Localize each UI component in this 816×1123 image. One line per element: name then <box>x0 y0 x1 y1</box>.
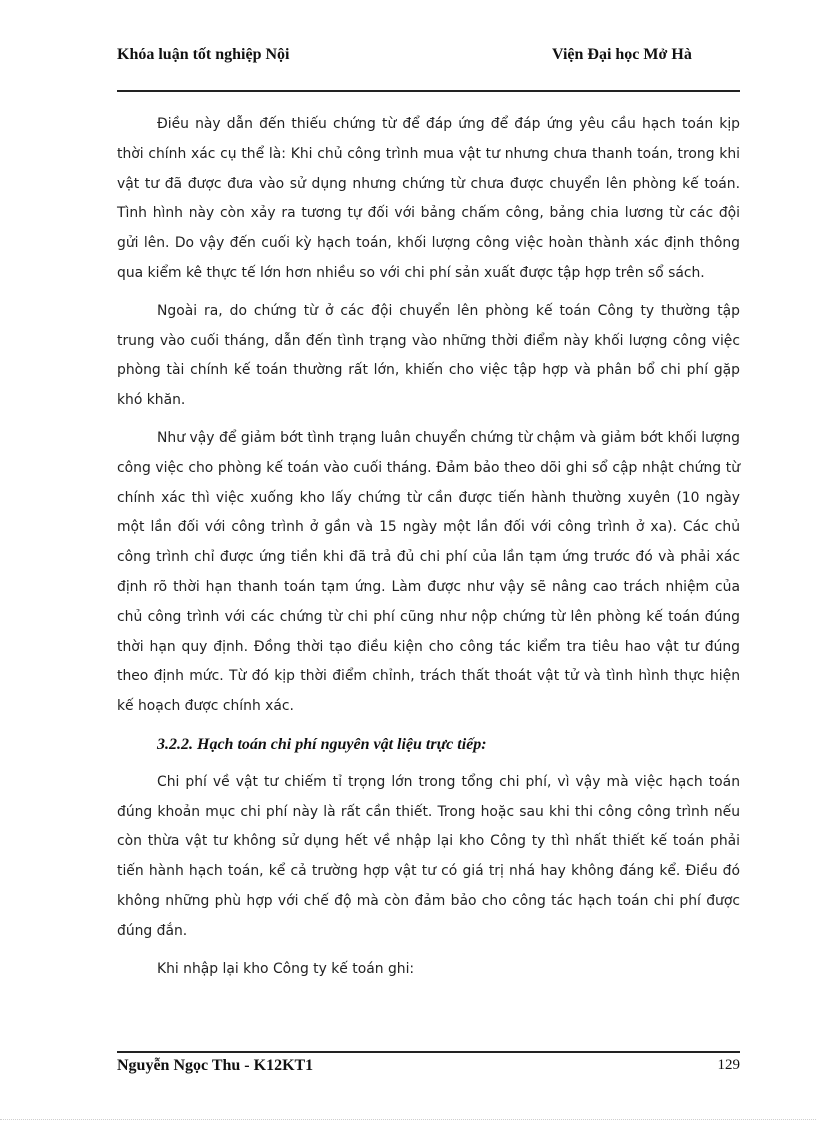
paragraph-4: Chi phí về vật tư chiếm tỉ trọng lớn trong tổng chi phí, vì vậy mà việc hạch toán đúng khoản mục chi phí này là rất cần thiết. Trong hoặc sau khi thi công công trình nếu còn thừa vật tư không sử dụng hết về nhập lại kho Công ty thì nhất thiết kế toán phải tiến hành hạch toán, kể cả trường hợp vật tư có giá trị nhá hay không đáng kể. Điều đó không những phù hợp với chế độ mà còn đảm bảo cho công tác hạch toán chi phí được đúng đắn. <box>117 773 740 939</box>
paragraph-1: Điều này dẫn đến thiếu chứng từ để đáp ứng để đáp ứng yêu cầu hạch toán kịp thời chính xác cụ thể là: Khi chủ công trình mua vật tư nhưng chưa thanh toán, trong khi vật tư đã được đưa vào sử dụng nhưng chứng từ chưa được chuyển lên phòng kế toán. Tình hình này còn xảy ra tương tự đối với bảng chấm công, bảng chia lương từ các đội gửi lên. Do vậy đến cuối kỳ hạch toán, khối lượng công việc hoàn thành xác định thông qua kiểm kê thực tế lớn hơn nhiều so với chi phí sản xuất được tập hợp trên sổ sách. <box>117 116 740 281</box>
paragraph-2: Ngoài ra, do chứng từ ở các đội chuyển lên phòng kế toán Công ty thường tập trung vào cuối tháng, dẫn đến tình trạng vào những thời điểm này khối lượng công việc phòng tài chính kế toán thường rất lớn, khiến cho việc tập hợp và phân bổ chi phí gặp khó khăn. <box>117 302 740 409</box>
paragraph-3: Như vậy để giảm bớt tình trạng luân chuyển chứng từ chậm và giảm bớt khối lượng công việc cho phòng kế toán vào cuối tháng. Đảm bảo theo dõi ghi sổ cập nhật chứng từ chính xác thì việc xuống kho lấy chứng từ cần được tiến hành thường xuyên (10 ngày một lần đối với công trình ở gần và 15 ngày một lần đối với công trình ở xa). Các chủ công trình chỉ được ứng tiền khi đã trả đủ chi phí của lần tạm ứng trước đó và phải xác định rõ thời hạn thanh toán tạm ứng. Làm được như vậy sẽ nâng cao trách nhiệm của chủ công trình với các chứng từ chi phí cũng như nộp chứng từ lên phòng kế toán đúng thời hạn quy định. Đồng thời tạo điều kiện cho công tác kiểm tra tiêu hao vật tư đúng theo định mức. Từ đó kịp thời điểm chỉnh, trách thất thoát vật tử và tình hình thực hiện kế hoạch được chính xác. <box>117 429 740 715</box>
header-right-text: Viện Đại học Mở Hà <box>552 46 692 63</box>
header-left-text: Khóa luận tốt nghiệp Nội <box>117 46 290 63</box>
document-body <box>117 110 740 992</box>
page-bottom-edge <box>0 1119 816 1120</box>
footer-author: Nguyễn Ngọc Thu - K12KT1 <box>117 1057 314 1074</box>
header-divider <box>117 90 740 92</box>
paragraph-5: Khi nhập lại kho Công ty kế toán ghi: <box>157 960 415 977</box>
page-number: 129 <box>717 1057 740 1073</box>
section-heading: 3.2.2. Hạch toán chi phí nguyên vật liệu trực tiếp: <box>157 735 487 753</box>
footer-divider <box>117 1051 740 1053</box>
